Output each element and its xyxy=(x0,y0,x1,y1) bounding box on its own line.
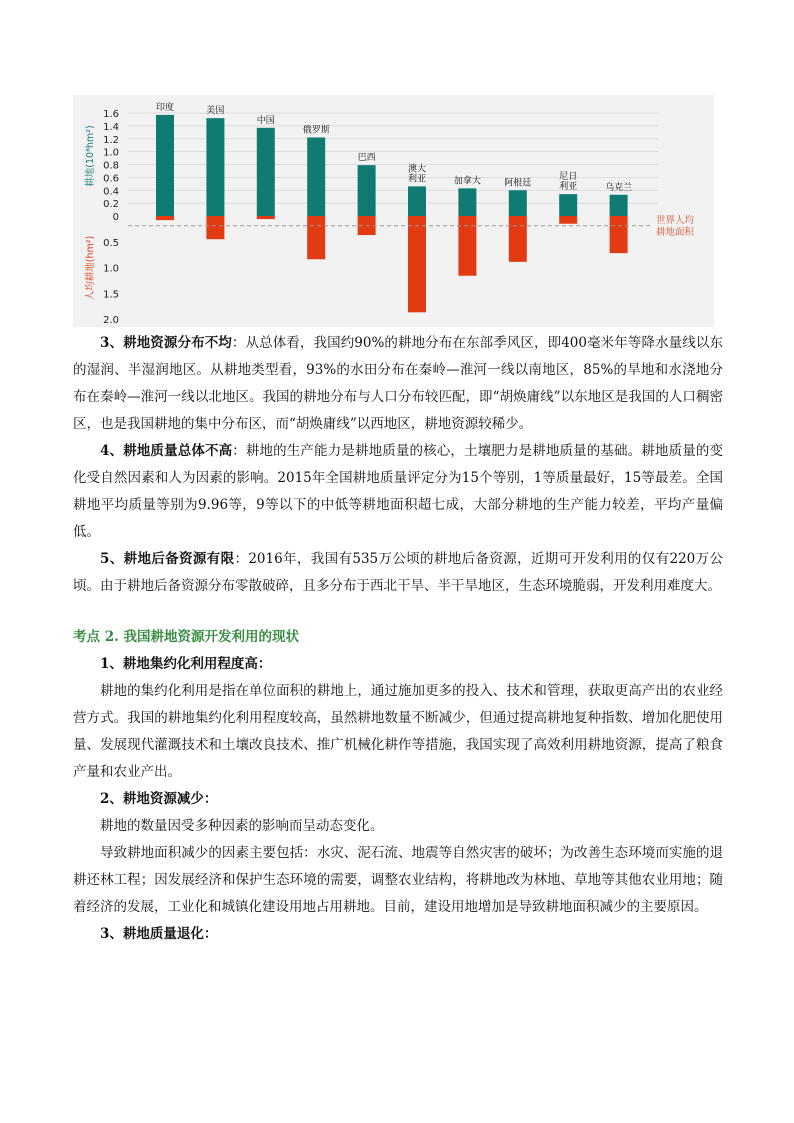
section-2-heading-2: 2、耕地资源减少： xyxy=(100,791,218,807)
bar-top xyxy=(206,118,224,216)
y-tick-label-bottom: 2.0 xyxy=(103,315,119,326)
bar-bottom xyxy=(610,216,628,253)
bar-top xyxy=(257,128,275,216)
paragraph-4-text: ：耕地的生产能力是耕地质量的核心，土壤肥力是耕地质量的基础。耕地质量的变化受自然因素和人为因素的影响。2015年全国耕地质量评定分为15个等别，1等质量最好，15等最差。全国耕地平均质量等别为9.96等，9等以下的中低等耕地面积超七成，大部分耕地的生产能力较差，平均产量偏低。 xyxy=(73,443,723,540)
paragraph-3 xyxy=(73,330,723,438)
bar-top xyxy=(458,188,476,216)
section-2-title: 考点 2. 我国耕地资源开发利用的现状 xyxy=(73,629,299,645)
world-average-label: 耕地面积 xyxy=(656,226,695,238)
farmland-bar-chart xyxy=(73,95,714,327)
category-label: 利亚 xyxy=(407,174,427,185)
bar-top xyxy=(408,186,426,216)
y-tick-label-top: 0.8 xyxy=(103,160,119,172)
y-tick-label-top: 0.6 xyxy=(103,173,119,185)
y-tick-label-top: 1.6 xyxy=(103,109,119,120)
category-label: 阿根廷 xyxy=(504,178,532,189)
bar-bottom xyxy=(257,216,275,219)
category-label: 乌克兰 xyxy=(605,182,633,193)
y-tick-label-bottom: 1.0 xyxy=(103,263,119,275)
y-tick-label-bottom: 1.5 xyxy=(103,289,119,301)
bar-bottom xyxy=(458,216,476,276)
paragraph-5-text: ：2016年，我国有535万公顷的耕地后备资源，近期可开发利用的仅有220万公顷。由于耕地后备资源分布零散破碎，且多分布于西北干旱、半干旱地区，生态环境脆弱，开发利用难度大。 xyxy=(73,551,723,594)
world-average-label: 世界人均 xyxy=(656,214,695,226)
bar-top xyxy=(509,190,527,216)
paragraph-4 xyxy=(73,438,723,546)
bar-bottom xyxy=(559,216,577,224)
bar-bottom xyxy=(307,216,325,259)
farmland-chart xyxy=(73,95,714,327)
category-label: 美国 xyxy=(206,106,225,117)
category-label: 澳大 xyxy=(407,164,427,175)
bar-bottom xyxy=(408,216,426,312)
paragraph-4-lead: 4、耕地质量总体不高 xyxy=(100,443,233,459)
section-2-paragraph-1: 耕地的集约化利用是指在单位面积的耕地上，通过施加更多的投入、技术和管理，获取更高产出的农业经营方式。我国的耕地集约化利用程度较高，虽然耕地数量不断减少，但通过提高耕地复种指数、增加化肥使用量、发展现代灌溉技术和土壤改良技术、推广机械化耕作等措施，我国实现了高效利用耕地资源，提高了粮食产量和农业产出。 xyxy=(73,683,723,780)
category-label: 加拿大 xyxy=(453,176,481,187)
section-2-heading-3: 3、耕地质量退化： xyxy=(100,926,218,942)
y-tick-label-top: 1.0 xyxy=(103,147,119,159)
paragraph-5 xyxy=(73,546,723,600)
bar-top xyxy=(307,137,325,216)
bar-top xyxy=(610,195,628,216)
paragraph-5-lead: 5、耕地后备资源有限 xyxy=(100,551,235,567)
category-label: 利亚 xyxy=(559,182,578,193)
paragraph-3-lead: 3、耕地资源分布不均 xyxy=(100,335,232,351)
bar-top xyxy=(358,165,376,216)
section-2-paragraph-2: 耕地的数量因受多种因素的影响而呈动态变化。 xyxy=(100,818,384,834)
y-tick-label-bottom: 0.5 xyxy=(103,237,119,249)
paragraph-3-text: ：从总体看，我国约90%的耕地分布在东部季风区，即400毫米年等降水量线以东的湿润、半湿润地区。从耕地类型看，93%的水田分布在秦岭—淮河一线以南地区，85%的旱地和水浇地分布在秦岭—淮河一线以北地区。我国的耕地分布与人口分布较匹配，即“胡焕庸线”以东地区是我国的人口稠密区，也是我国耕地的集中分布区，而“胡焕庸线”以西地区，耕地资源较稀少。 xyxy=(73,335,723,432)
y-tick-label-top: 1.4 xyxy=(103,121,119,133)
y-tick-label-top: 1.2 xyxy=(103,134,119,146)
y-axis-title-top: 耕地(10⁸hm²) xyxy=(85,125,96,187)
bar-bottom xyxy=(206,216,224,239)
section-2-paragraph-3: 导致耕地面积减少的因素主要包括：水灾、泥石流、地震等自然灾害的破坏；为改善生态环境而实施的退耕还林工程；因发展经济和保护生态环境的需要，调整农业结构，将耕地改为林地、草地等其他农业用地；随着经济的发展，工业化和城镇化建设用地占用耕地。目前，建设用地增加是导致耕地面积减少的主要原因。 xyxy=(73,845,723,915)
section-2-heading-1: 1、耕地集约化利用程度高： xyxy=(100,656,272,672)
article-body xyxy=(73,330,723,948)
bar-top xyxy=(156,115,174,216)
category-label: 印度 xyxy=(155,102,175,113)
bar-bottom xyxy=(156,216,174,220)
category-label: 中国 xyxy=(256,115,275,126)
category-label: 巴西 xyxy=(357,153,376,164)
category-label: 俄罗斯 xyxy=(302,125,330,136)
y-tick-label-top: 0.2 xyxy=(103,199,119,211)
category-label: 尼日 xyxy=(559,172,578,183)
bar-bottom xyxy=(509,216,527,262)
bar-top xyxy=(559,194,577,216)
y-tick-label-top: 0.4 xyxy=(103,186,119,198)
y-tick-label-top: 0 xyxy=(112,212,119,223)
y-axis-title-bottom: 人均耕地(hm²) xyxy=(85,235,96,301)
